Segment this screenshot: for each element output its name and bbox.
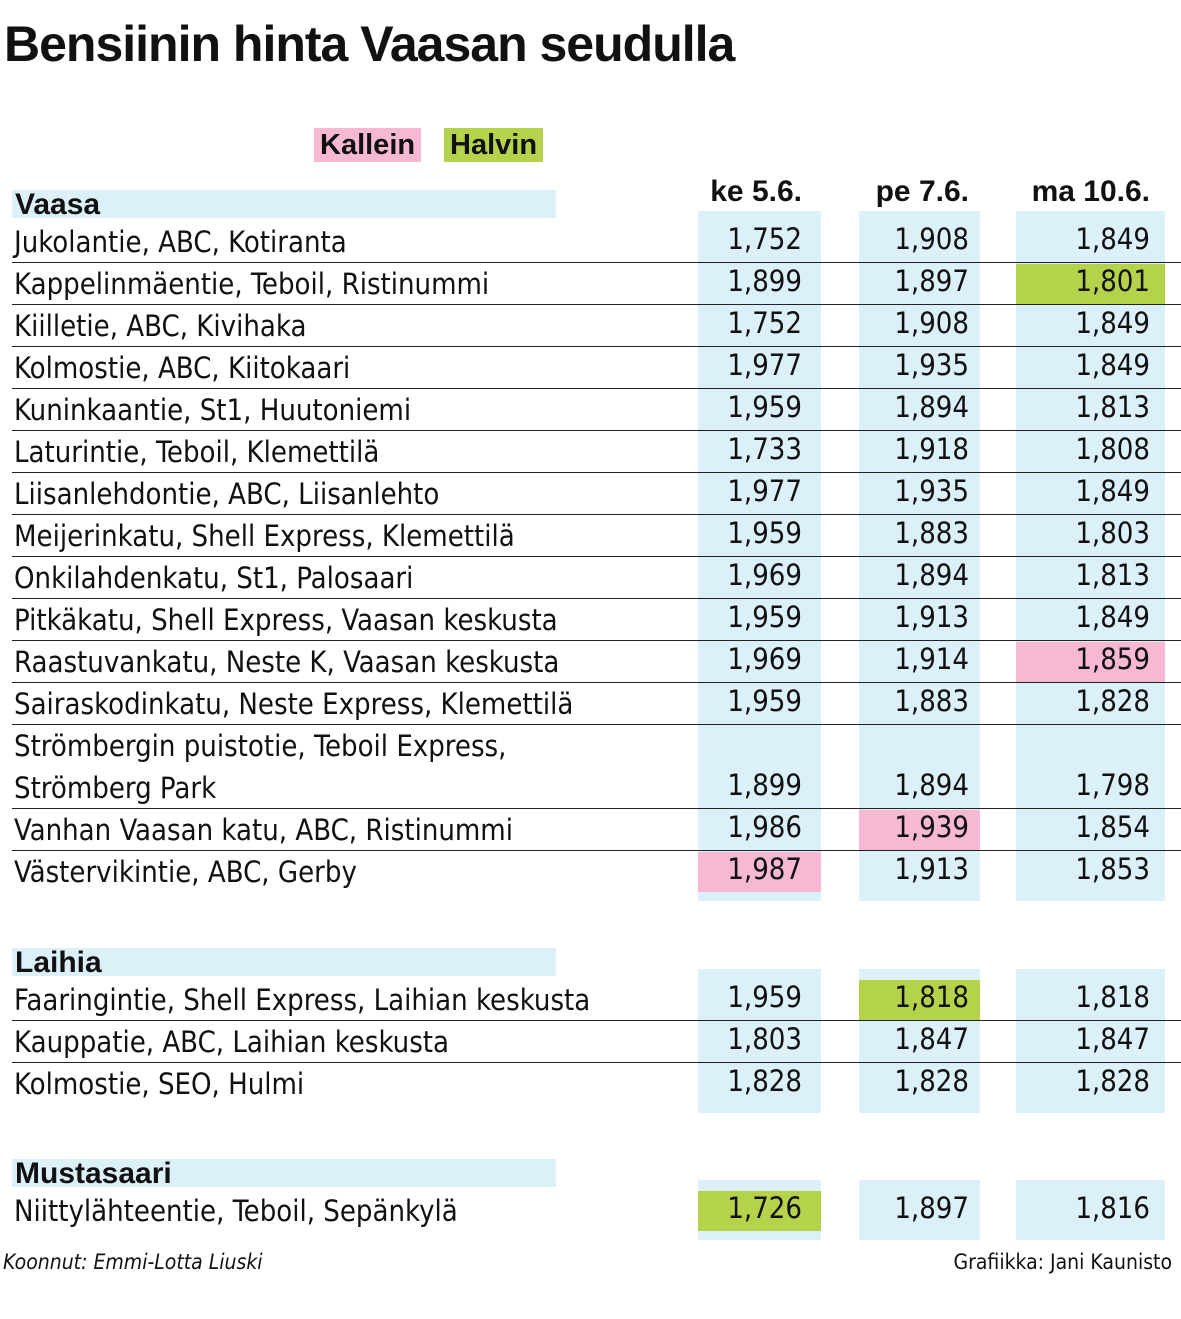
price-cell: 1,899: [727, 264, 802, 298]
station-name: Sairaskodinkatu, Neste Express, Klemettilä: [14, 687, 574, 721]
price-cell: 1,818: [1075, 980, 1150, 1014]
legend-expensive: Kallein: [314, 128, 421, 162]
price-cell: 1,959: [727, 600, 802, 634]
footer-compiled-by: Koonnut: Emmi-Lotta Liuski: [3, 1250, 263, 1274]
price-cell: 1,752: [727, 306, 802, 340]
price-cell: 1,801: [1075, 264, 1150, 298]
price-cell: 1,733: [727, 432, 802, 466]
price-cell: 1,847: [894, 1022, 969, 1056]
station-name: Laturintie, Teboil, Klemettilä: [14, 435, 380, 469]
price-cell: 1,959: [727, 980, 802, 1014]
price-cell: 1,959: [727, 390, 802, 424]
station-name: Vanhan Vaasan katu, ABC, Ristinummi: [14, 813, 513, 847]
price-cell: 1,803: [727, 1022, 802, 1056]
group-label-text: Laihia: [15, 946, 102, 979]
station-name: Raastuvankatu, Neste K, Vaasan keskusta: [14, 645, 560, 679]
price-cell: 1,935: [894, 348, 969, 382]
station-name: Faaringintie, Shell Express, Laihian keskusta: [14, 983, 591, 1017]
price-cell: 1,977: [727, 348, 802, 382]
price-cell: 1,935: [894, 474, 969, 508]
footer-graphics: Grafiikka: Jani Kaunisto: [953, 1250, 1172, 1274]
group-label-laihia: [12, 946, 556, 979]
price-cell: 1,914: [894, 642, 969, 676]
station-name: Pitkäkatu, Shell Express, Vaasan keskusta: [14, 603, 558, 637]
price-cell: 1,849: [1075, 348, 1150, 382]
price-cell: 1,859: [1075, 642, 1150, 676]
station-name: Strömbergin puistotie, Teboil Express,: [14, 729, 507, 763]
page-title: Bensiinin hinta Vaasan seudulla: [4, 16, 735, 72]
group-label-text: Mustasaari: [15, 1157, 172, 1190]
price-cell: 1,808: [1075, 432, 1150, 466]
price-cell: 1,883: [894, 516, 969, 550]
price-cell: 1,913: [894, 600, 969, 634]
price-cell: 1,969: [727, 642, 802, 676]
station-name: Meijerinkatu, Shell Express, Klemettilä: [14, 519, 515, 553]
price-cell: 1,798: [1075, 768, 1150, 802]
price-cell: 1,918: [894, 432, 969, 466]
price-cell: 1,959: [727, 516, 802, 550]
price-cell: 1,849: [1075, 222, 1150, 256]
price-cell: 1,752: [727, 222, 802, 256]
station-name: Onkilahdenkatu, St1, Palosaari: [14, 561, 414, 595]
price-cell: 1,849: [1075, 474, 1150, 508]
price-cell: 1,849: [1075, 306, 1150, 340]
price-cell: 1,854: [1075, 810, 1150, 844]
price-cell: 1,959: [727, 684, 802, 718]
station-name: Kauppatie, ABC, Laihian keskusta: [14, 1025, 450, 1059]
price-cell: 1,813: [1075, 390, 1150, 424]
group-label-text: Vaasa: [15, 188, 101, 221]
price-cell: 1,803: [1075, 516, 1150, 550]
station-name: Kuninkaantie, St1, Huutoniemi: [14, 393, 412, 427]
price-cell: 1,894: [894, 390, 969, 424]
station-name: Strömberg Park: [14, 771, 217, 805]
station-name: Kappelinmäentie, Teboil, Ristinummi: [14, 267, 490, 301]
price-cell: 1,894: [894, 768, 969, 802]
price-cell: 1,828: [1075, 1064, 1150, 1098]
price-cell: 1,977: [727, 474, 802, 508]
price-cell: 1,726: [727, 1191, 802, 1225]
price-cell: 1,847: [1075, 1022, 1150, 1056]
column-header-3: ma 10.6.: [1031, 175, 1150, 208]
price-cell: 1,987: [727, 852, 802, 886]
station-name: Kolmostie, ABC, Kiitokaari: [14, 351, 351, 385]
price-cell: 1,828: [727, 1064, 802, 1098]
price-cell: 1,894: [894, 558, 969, 592]
station-name: Niittylähteentie, Teboil, Sepänkylä: [14, 1194, 458, 1228]
price-cell: 1,908: [894, 306, 969, 340]
price-cell: 1,853: [1075, 852, 1150, 886]
price-cell: 1,816: [1075, 1191, 1150, 1225]
station-name: Kiilletie, ABC, Kivihaka: [14, 309, 307, 343]
price-cell: 1,899: [727, 768, 802, 802]
column-header-1: ke 5.6.: [710, 175, 802, 208]
price-cell: 1,828: [894, 1064, 969, 1098]
price-cell: 1,913: [894, 852, 969, 886]
price-cell: 1,828: [1075, 684, 1150, 718]
price-cell: 1,897: [894, 264, 969, 298]
group-label-mustasaari: [12, 1157, 556, 1190]
group-label-vaasa: [12, 188, 556, 221]
station-name: Jukolantie, ABC, Kotiranta: [14, 225, 347, 259]
price-cell: 1,883: [894, 684, 969, 718]
column-header-2: pe 7.6.: [875, 175, 969, 208]
price-cell: 1,908: [894, 222, 969, 256]
price-cell: 1,849: [1075, 600, 1150, 634]
price-cell: 1,897: [894, 1191, 969, 1225]
price-cell: 1,969: [727, 558, 802, 592]
price-cell: 1,986: [727, 810, 802, 844]
legend-cheapest: Halvin: [444, 128, 543, 162]
price-cell: 1,818: [894, 980, 969, 1014]
price-cell: 1,939: [894, 810, 969, 844]
station-name: Kolmostie, SEO, Hulmi: [14, 1067, 305, 1101]
station-name: Liisanlehdontie, ABC, Liisanlehto: [14, 477, 440, 511]
station-name: Västervikintie, ABC, Gerby: [14, 855, 357, 889]
price-cell: 1,813: [1075, 558, 1150, 592]
